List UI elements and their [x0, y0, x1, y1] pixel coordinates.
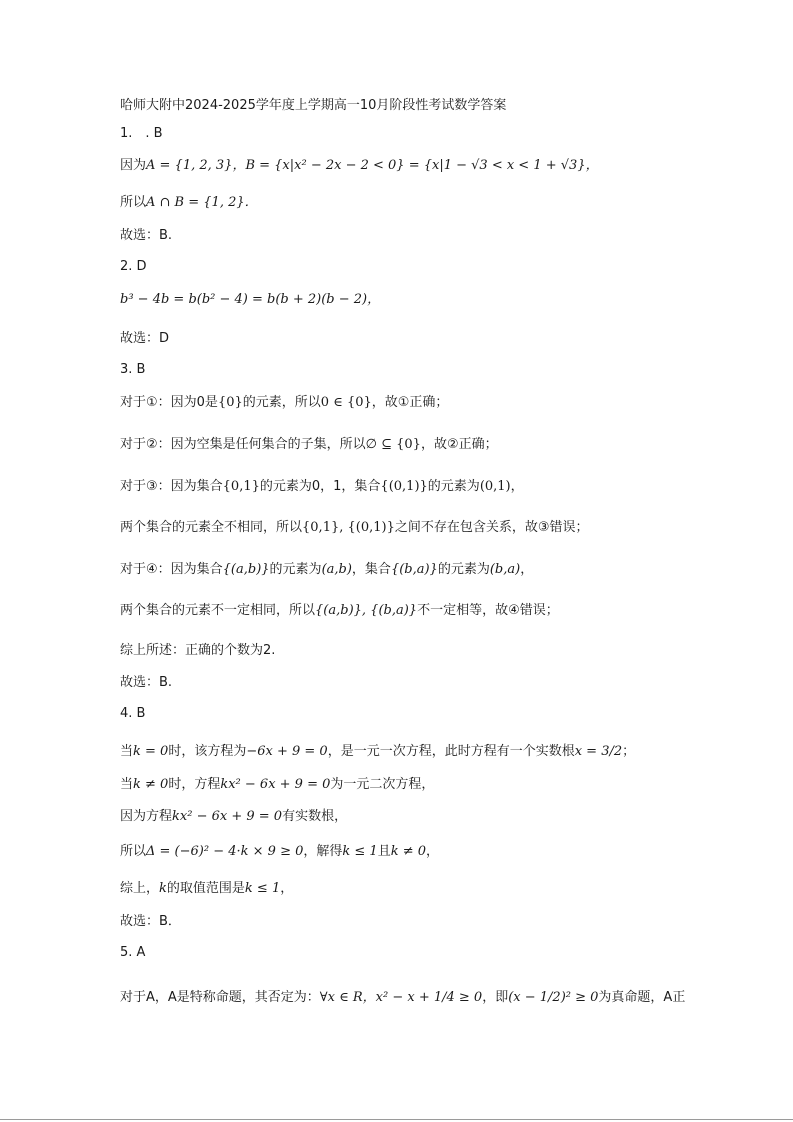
answer-3-line-6: 两个集合的元素不一定相同，所以{(a,b)}, {(b,a)}不一定相等，故④错误；: [120, 603, 559, 618]
math-expression: A = {1, 2, 3}，B = {x|x² − 2x − 2 < 0} = {x|1 − √3 < x < 1 + √3}，: [146, 158, 599, 173]
answer-2-header: 2. D: [120, 259, 147, 274]
answer-4-line-3: 因为方程kx² − 6x + 9 = 0有实数根，: [120, 809, 348, 824]
math-expression: A ∩ B = {1, 2}．: [146, 195, 258, 210]
answer-4-line-2: 当k ≠ 0时，方程kx² − 6x + 9 = 0为一元二次方程，: [120, 777, 435, 792]
page-bottom-border: [0, 1119, 793, 1120]
answer-3-line-2: 对于②：因为空集是任何集合的子集，所以∅ ⊆ {0}，故②正确；: [120, 437, 498, 452]
answer-5-header: 5. A: [120, 945, 146, 960]
answer-3-choice: 故选：B.: [120, 675, 173, 690]
answer-3-line-4: 两个集合的元素全不相同，所以{0,1}, {(0,1)}之间不存在包含关系，故③错误；: [120, 520, 589, 535]
answer-3-line-3: 对于③：因为集合{0,1}的元素为0，1，集合{(0,1)}的元素为(0,1)，: [120, 479, 524, 494]
answer-4-choice: 故选：B．: [120, 914, 181, 929]
document-title: 哈师大附中2024-2025学年度上学期高一10月阶段性考试数学答案: [120, 98, 507, 113]
answer-5-line-1: 对于A，A是特称命题，其否定为：∀x ∈ R，x² − x + 1/4 ≥ 0，即(x − 1/2)² ≥ 0为真命题，A正: [120, 990, 686, 1005]
answer-4-line-4: 所以Δ = (−6)² − 4·k × 9 ≥ 0，解得k ≤ 1且k ≠ 0，: [120, 844, 440, 859]
answer-4-header: 4. B: [120, 706, 146, 721]
answer-3-summary: 综上所述：正确的个数为2.: [120, 643, 276, 658]
answer-1-line-1: 因为A = {1, 2, 3}，B = {x|x² − 2x − 2 < 0} = {x|1 − √3 < x < 1 + √3}，: [120, 158, 599, 173]
answer-3-line-1: 对于①：因为0是{0}的元素，所以0 ∈ {0}，故①正确；: [120, 395, 449, 410]
answer-4-line-5: 综上，k的取值范围是k ≤ 1，: [120, 881, 294, 896]
answer-1-choice: 故选：B.: [120, 228, 173, 243]
answer-4-line-1: 当k = 0时，该方程为−6x + 9 = 0，是一元一次方程，此时方程有一个实数根x = 3/2；: [120, 744, 636, 759]
answer-2-choice: 故选：D: [120, 331, 170, 346]
answer-2-line-1: [120, 292, 380, 308]
answer-3-header: 3. B: [120, 362, 146, 377]
math-expression: b³ − 4b = b(b² − 4) = b(b + 2)(b − 2)，: [120, 292, 381, 307]
answer-3-line-5: 对于④：因为集合{(a,b)}的元素为(a,b)，集合{(b,a)}的元素为(b,a)，: [120, 562, 534, 577]
answer-1-line-2: 所以A ∩ B = {1, 2}．: [120, 195, 258, 210]
answer-1-header: 1. . B: [120, 126, 163, 141]
